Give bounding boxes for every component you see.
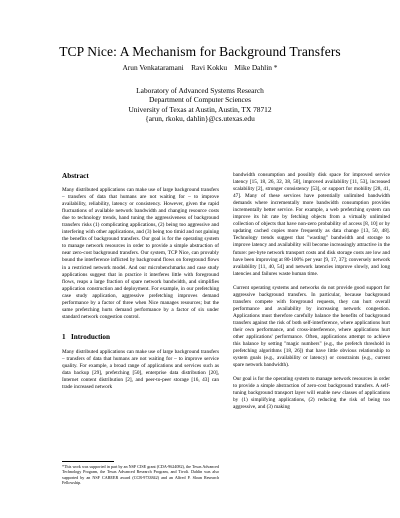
right-column (233, 172, 390, 411)
body-paragraph-3: Our goal is for the operating system to manage network resources in order to provide a simple abstraction of zero-cost background transfers. A self-tuning background transport layer will enable new classes of applications by (1) simplifying applications, (2) reducing the risk of being too aggressive, and (3) making (233, 375, 390, 411)
introduction-paragraph: Many distributed applications can make use of large background transfers – transfers of data that humans are not waiting for – to improve service quality. For example, a broad range of applications and services such as data backup [29], prefetching [50], enterprise data distribution [20], Internet content distribution [2], and peer-to-peer storage [16, 43] can trade increased network (62, 348, 219, 391)
abstract-paragraph: Many distributed applications can make use of large background transfers – transfers of data that humans are not waiting for – to improve availability, reliability, latency or consistency. However, given the rapid fluctuations of available network bandwidth and changing resource costs due to technology trends, hand tuning the aggressiveness of background transfers risks (1) complicating applications, (2) being too aggressive and interfering with other applications, and (3) being too timid and not gaining the benefits of background transfers. Our goal is for the operating system to manage network resources in order to provide a simple abstraction of near zero-cost background transfers. Our system, TCP Nice, can provably bound the interference inflicted by background flows on foreground flows in a restricted network model. And our microbenchmarks and case study applications suggest that in practice it interferes little with foreground flows, reaps a large fraction of spare network bandwidth, and simplifies application construction and deployment. For example, in our prefetching case study application, aggressive prefetching improves demand performance by a factor of three when Nice manages resources; but the same prefetching hurts demand performance by a factor of six under standard network congestion control. (62, 187, 219, 320)
footnote: *This work was supported in part by an NSF CISE grant (CDA-9624082), the Texas Advanced Technology Program, the Texas Advanced Research Program, and Tivoli. Dahlin was also supported by an NSF CAREER award (CCR-9733842) and an Alfred P. Sloan Research Fellowship. (62, 464, 219, 486)
affiliation-lab: Laboratory of Advanced Systems Research (136, 86, 264, 95)
body-paragraph-1: bandwidth consumption and possibly disk space for improved service latency [15, 18, 26, 32, 38, 50], improved availability [11, 53], increased scalability [2], stronger consistency [53], or support for mobility [28, 41, 47]. Many of these services have potentially unlimited bandwidth demands where incrementally more bandwidth consumption provides incrementally better service. For example, a web prefetching system can improve its hit rate by fetching objects from a virtually unlimited collection of objects that have non-zero probability of access [8, 10] or by updating cached copies more frequently as data change [13, 50, 48]. Technology trends suggest that "wasting" bandwidth and storage to improve latency and availability will become increasingly attractive in the future: per-byte network transport costs and disk storage costs are low and have been improving at 80-100% per year [9, 17, 37]; conversely network availability [11, 40, 54] and network latencies improve slowly, and long latencies and failures waste human time. (233, 172, 390, 277)
introduction-heading: 1 Introduction (62, 332, 110, 341)
affiliation-emails: {arun, rkoku, dahlin}@cs.utexas.edu (145, 114, 255, 124)
author-list: Arun Venkataramani Ravi Kokku Mike Dahlin * (122, 63, 278, 72)
paper-title: TCP Nice: A Mechanism for Background Transfers (59, 44, 341, 59)
paper-authors (0, 63, 400, 72)
left-column (62, 172, 219, 391)
affiliation-block (0, 86, 400, 124)
abstract-heading: Abstract (62, 172, 89, 180)
affiliation-university: University of Texas at Austin, Austin, TX 78712 (128, 104, 272, 114)
affiliation-department: Department of Computer Sciences (148, 95, 251, 105)
body-paragraph-2: Current operating systems and networks do not provide good support for aggressive background transfers. In particular, because background transfers compete with foreground requests, they can hurt overall performance and availability by increasing network congestion. Applications must therefore carefully balance the benefits of background transfers against the risk of both self-interference, where applications hurt their own performance, and cross-interference, where applications hurt other applications' performance. Often, applications attempt to achieve this balance by setting "magic numbers" (e.g., the prefetch threshold in prefetching algorithms [18, 26]) that have little obvious relationship to system goals (e.g., availability or latency) or constraints (e.g., current spare network bandwidth). (233, 284, 390, 369)
footnote-divider (62, 461, 114, 462)
